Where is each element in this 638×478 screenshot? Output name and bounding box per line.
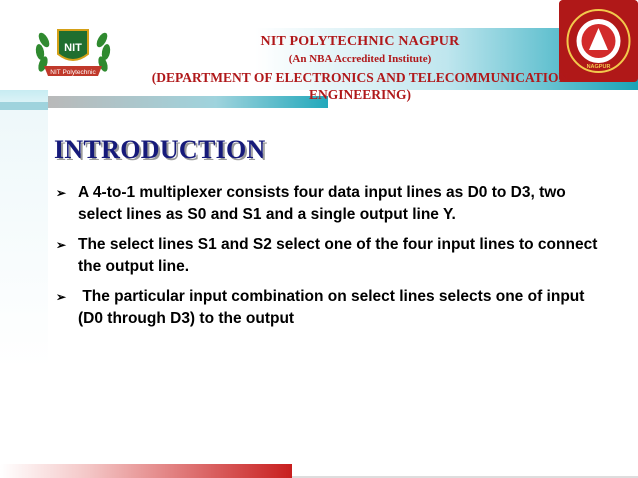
left-accent-bar (0, 102, 48, 110)
bullet-item (56, 182, 604, 226)
slide-header (100, 34, 620, 103)
seal-logo-text: NAGPUR (586, 64, 611, 70)
bullet-list (56, 182, 604, 338)
arrow-bullet-icon: ➢ (56, 238, 67, 252)
logo-left-text: NIT (64, 42, 82, 54)
arrow-bullet-icon: ➢ (56, 186, 67, 200)
bullet-text: The select lines S1 and S2 select one of the four input lines to connect the output line. (78, 236, 598, 275)
bullet-text: A 4-to-1 multiplexer consists four data input lines as D0 to D3, two select lines as S0 and S1 and a single output line Y. (78, 184, 566, 223)
bullet-text: The particular input combination on select lines selects one of input (D0 through D3) to the output (78, 288, 589, 327)
slide-title: INTRODUCTION (54, 135, 266, 164)
left-side-stripe (0, 110, 48, 478)
arrow-bullet-icon: ➢ (56, 290, 67, 304)
logo-left-caption: NIT Polytechnic (50, 69, 96, 76)
bullet-item (56, 234, 604, 278)
department-name: (DEPARTMENT OF ELECTRONICS AND TELECOMMUNICATION ENGINEERING) (151, 70, 569, 102)
accreditation-note: (An NBA Accredited Institute) (288, 53, 432, 65)
footer-red-bar (0, 464, 292, 478)
institute-name: NIT POLYTECHNIC NAGPUR (260, 34, 460, 49)
bullet-item (56, 286, 604, 330)
